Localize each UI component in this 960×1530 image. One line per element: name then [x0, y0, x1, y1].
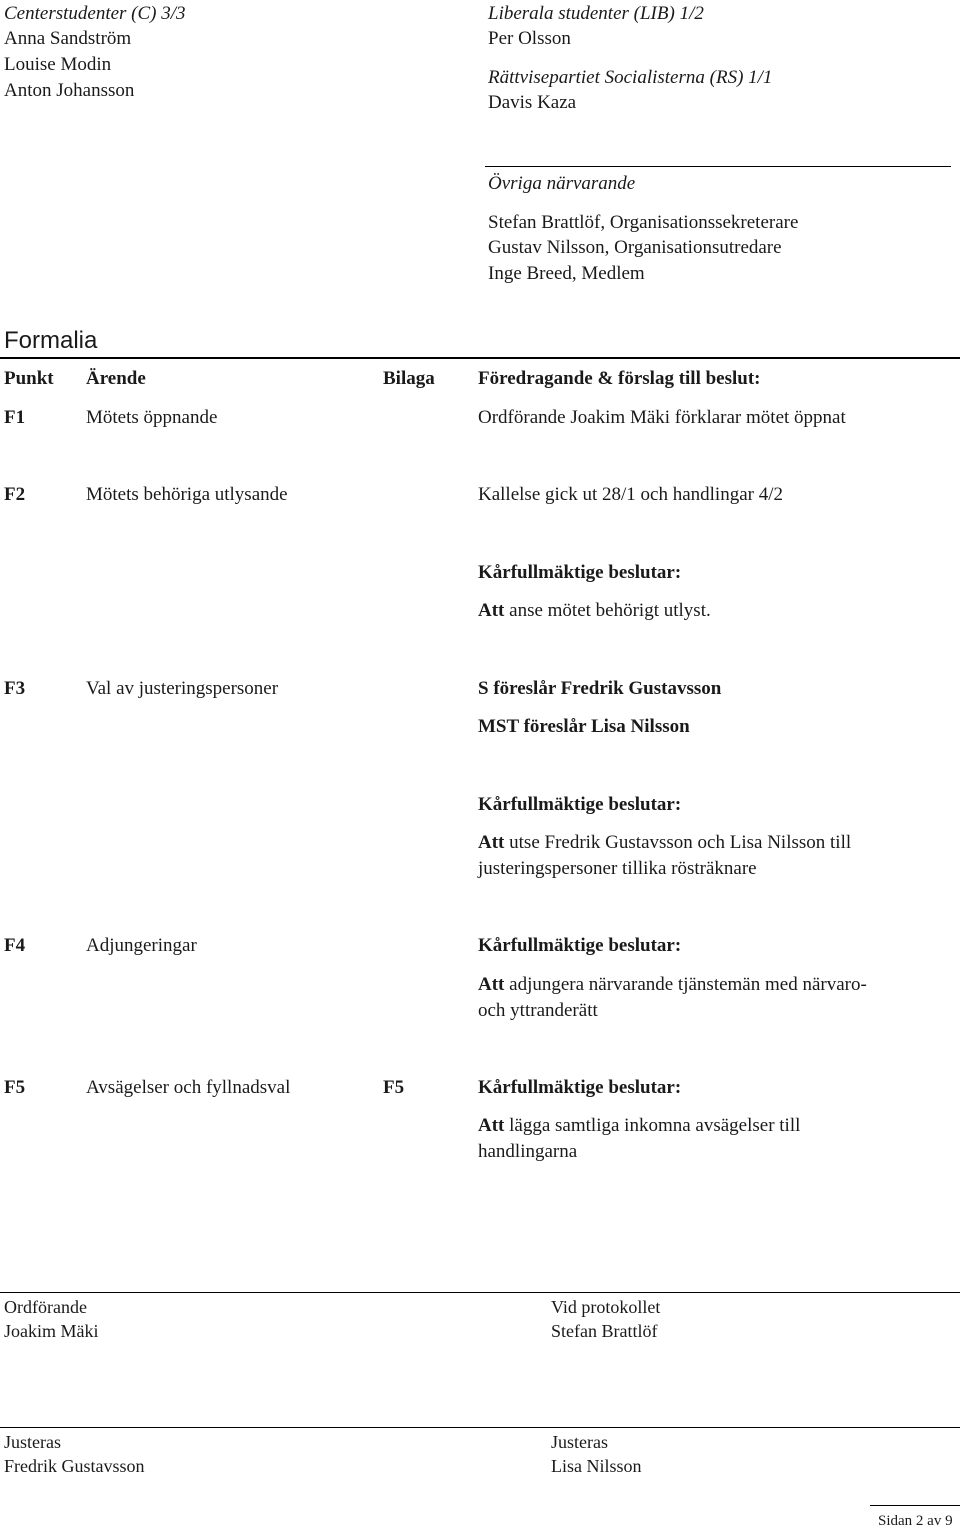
item-title: Avsägelser och fyllnadsval: [86, 1077, 291, 1098]
section-title: Formalia: [4, 327, 98, 354]
others-heading: Övriga närvarande: [488, 173, 636, 194]
attendee-name: Louise Modin: [4, 54, 112, 75]
signature-role: Ordförande: [4, 1297, 87, 1317]
decision-text: [478, 830, 928, 882]
item-title: Mötets behöriga utlysande: [86, 484, 288, 505]
signature-name: Fredrik Gustavsson: [4, 1456, 145, 1476]
item-id: F4: [4, 935, 26, 956]
decision-text-cont: och yttranderätt: [478, 1000, 598, 1021]
attendee-name: Per Olsson: [488, 28, 571, 49]
item-id: F5: [4, 1077, 26, 1098]
decision-label: Kårfullmäktige beslutar:: [478, 1077, 682, 1098]
att-label: Att: [478, 1115, 505, 1136]
decision-body: utse Fredrik Gustavsson och Lisa Nilsson till justeringspersoner tillika rösträknare: [478, 832, 852, 879]
party-liberala: Liberala studenter (LIB) 1/2: [488, 3, 704, 24]
signature-role: Justeras: [551, 1432, 608, 1452]
decision-body: lägga samtliga inkomna avsägelser till handlingarna: [478, 1115, 801, 1162]
attendee-name: Anna Sandström: [4, 28, 132, 49]
item-id: F1: [4, 407, 26, 428]
item-id: F3: [4, 678, 26, 699]
item-text: Ordförande Joakim Mäki förklarar mötet öppnat: [478, 407, 846, 428]
other-attendee: Gustav Nilsson, Organisationsutredare: [488, 237, 782, 258]
page-number: Sidan 2 av 9: [878, 1513, 953, 1529]
decision-body: adjungera närvarande tjänstemän med närvaro-: [504, 974, 867, 995]
header-bilaga: Bilaga: [383, 368, 435, 389]
item-title: Mötets öppnande: [86, 407, 218, 428]
signature-role: Justeras: [4, 1432, 61, 1452]
decision-label: Kårfullmäktige beslutar:: [478, 935, 682, 956]
section-rule: [0, 357, 960, 359]
party-centerstudenter: Centerstudenter (C) 3/3: [4, 3, 186, 24]
decision-body: anse mötet behörigt utlyst.: [504, 600, 711, 621]
other-attendee: Stefan Brattlöf, Organisationssekreterare: [488, 212, 799, 233]
decision-text: [478, 598, 711, 623]
item-text: Kallelse gick ut 28/1 och handlingar 4/2: [478, 484, 783, 505]
decision-text: [478, 1113, 878, 1165]
signature-role: Vid protokollet: [551, 1297, 661, 1317]
decision-text: [478, 972, 867, 997]
proposal: S föreslår Fredrik Gustavsson: [478, 678, 722, 699]
item-id: F2: [4, 484, 26, 505]
header-arende: Ärende: [86, 368, 146, 389]
signature-line: [0, 1427, 960, 1428]
item-bilaga: F5: [383, 1077, 405, 1098]
signature-name: Lisa Nilsson: [551, 1456, 642, 1476]
att-label: Att: [478, 974, 505, 995]
header-punkt: Punkt: [4, 368, 54, 389]
attendee-name: Anton Johansson: [4, 80, 135, 101]
header-beslut: Föredragande & förslag till beslut:: [478, 368, 761, 389]
decision-label: Kårfullmäktige beslutar:: [478, 562, 682, 583]
signature-name: Joakim Mäki: [4, 1321, 99, 1341]
proposal: MST föreslår Lisa Nilsson: [478, 716, 690, 737]
divider: [485, 166, 951, 167]
signature-name: Stefan Brattlöf: [551, 1321, 658, 1341]
decision-label: Kårfullmäktige beslutar:: [478, 794, 682, 815]
signature-line: [0, 1292, 960, 1293]
attendee-name: Davis Kaza: [488, 92, 577, 113]
footer-rule: [870, 1505, 960, 1506]
item-title: Adjungeringar: [86, 935, 197, 956]
other-attendee: Inge Breed, Medlem: [488, 263, 645, 284]
party-rs: Rättvisepartiet Socialisterna (RS) 1/1: [488, 67, 773, 88]
att-label: Att: [478, 832, 505, 853]
item-title: Val av justeringspersoner: [86, 678, 279, 699]
att-label: Att: [478, 600, 505, 621]
